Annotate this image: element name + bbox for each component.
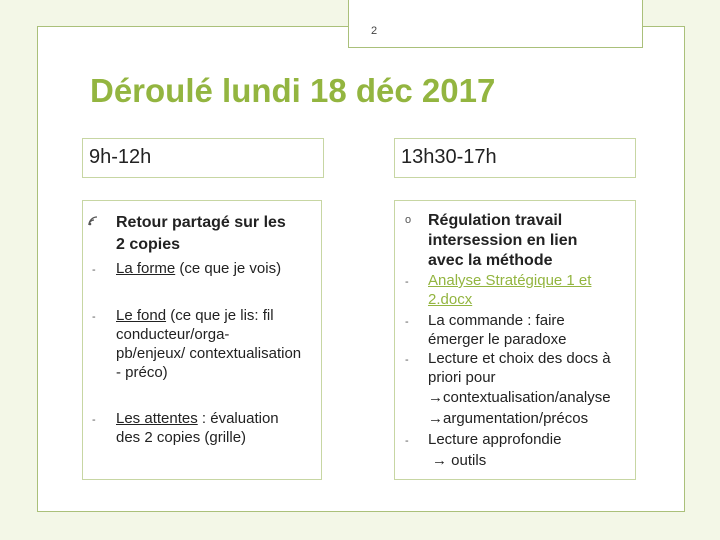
dash-bullet: - [92,414,96,426]
right-item-3-line-3 [428,389,611,407]
right-item-3: Lecture et choix des docs à [428,350,611,367]
right-header: 13h30-17h [401,146,497,168]
right-item-2: La commande : faire [428,312,565,329]
circle-bullet: o [405,214,412,226]
analyse-strategique-link-line-2[interactable]: 2.docx [428,291,473,308]
dash-bullet: - [405,276,409,288]
right-item-4: Lecture approfondie [428,431,562,448]
right-item-4-line-2 [432,452,486,470]
left-item-2-line-4: - préco) [116,364,168,381]
left-item-3 [116,410,279,428]
left-item-3-underlined: Les attentes [116,410,198,427]
dash-bullet: - [92,264,96,276]
right-item-3-line-2: priori pour [428,369,496,386]
header-strip [348,0,643,48]
left-item-1 [116,260,281,278]
left-item-2-underlined: Le fond [116,307,167,324]
right-item-3-line-4 [428,410,588,428]
slide-number: 2 [371,25,378,37]
arrow-icon: → [432,452,447,469]
left-item-2-line-3: pb/enjeux/ contextualisation [116,345,302,362]
left-heading-line-1: Retour partagé sur les [116,214,286,231]
left-item-1-underlined: La forme [116,260,176,277]
left-item-2 [116,307,274,325]
left-item-3-line-2: des 2 copies (grille) [116,429,247,446]
arrow-icon: → [428,389,443,406]
left-item-2-line-2: conducteur/orga- [116,326,230,343]
left-item-2-rest: (ce que je lis: fil [166,307,274,324]
analyse-strategique-link[interactable]: Analyse Stratégique 1 et [428,272,592,289]
dash-bullet: - [405,354,409,366]
dash-bullet: - [405,316,409,328]
left-header: 9h-12h [89,146,152,168]
left-item-3-rest: : évaluation [197,410,279,427]
right-item-2-line-2: émerger le paradoxe [428,331,567,348]
arrow-icon: → [428,410,443,427]
right-item-3-line-4-text: argumentation/précos [443,410,589,427]
left-heading-line-2: 2 copies [116,236,181,253]
right-item-3-line-3-text: contextualisation/analyse [443,389,611,406]
dash-bullet: - [92,311,96,323]
signal-bullet-icon [88,216,102,229]
right-heading-line-3: avec la méthode [428,252,553,269]
dash-bullet: - [405,435,409,447]
left-item-1-rest: (ce que je vois) [175,260,282,277]
right-heading-line-2: intersession en lien [428,232,578,249]
right-heading-line-1: Régulation travail [428,212,563,229]
page-title: Déroulé lundi 18 déc 2017 [90,72,496,109]
right-item-4-line-2-text: outils [451,452,487,469]
